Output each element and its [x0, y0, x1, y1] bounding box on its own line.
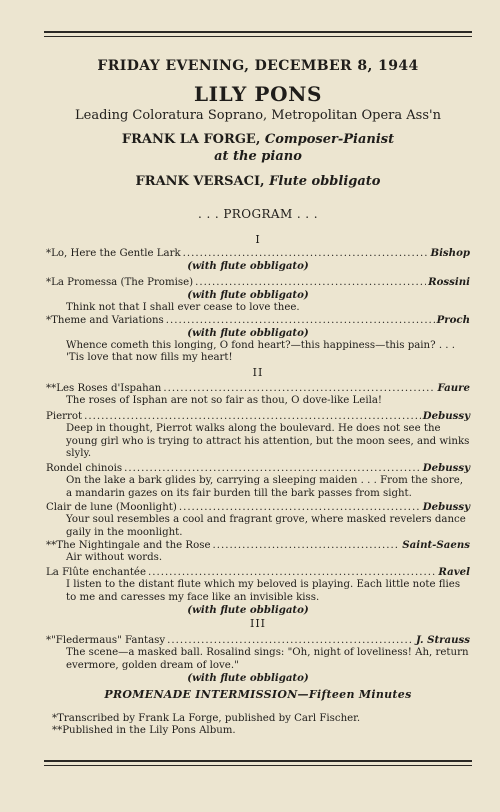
item-composer: Debussy	[422, 501, 470, 513]
item-description: Your soul resembles a cool and fragrant grove, where masked revelers dance gaily in the moonlight.	[66, 514, 466, 538]
item-title: *Lo, Here the Gentle Lark	[46, 248, 181, 259]
leader-dots	[183, 248, 429, 260]
item-composer: Debussy	[422, 410, 470, 422]
artist-name: LILY PONS	[193, 82, 323, 106]
leader-dots	[148, 567, 436, 579]
item-note: (with flute obbligato)	[187, 672, 309, 685]
item-description: Air without words.	[66, 552, 163, 564]
item-title: **Les Roses d'Ispahan	[46, 383, 162, 394]
part-heading-3: III	[249, 617, 267, 630]
program-item	[46, 501, 470, 539]
leader-dots	[179, 502, 421, 514]
item-note: (with flute obbligato)	[187, 260, 309, 273]
concert-date: FRIDAY EVENING, DECEMBER 8, 1944	[97, 58, 419, 74]
item-description: The roses of Isphan are not so fair as thou, O dove-like Leila!	[66, 395, 383, 407]
item-composer: Debussy	[422, 462, 470, 474]
item-description: Deep in thought, Pierrot walks along the boulevard. He does not see the young girl who is trying to attract his attention, but the moon sees, and winks slyly.	[66, 423, 470, 460]
pianist-line	[44, 132, 472, 147]
item-title: Pierrot	[46, 411, 83, 422]
item-description: On the lake a bark glides by, carrying a sleeping maiden . . . From the shore, a mandarin gazes on its fair burden till the bark passes from sight.	[66, 475, 464, 499]
top-rule-thin	[44, 36, 472, 37]
item-note: (with flute obbligato)	[187, 289, 309, 302]
program-item	[46, 566, 470, 617]
part-heading-2: II	[252, 366, 264, 379]
item-composer: Faure	[437, 382, 470, 394]
footnote-2: **Published in the Lily Pons Album.	[52, 725, 236, 736]
item-title: La Flûte enchantée	[46, 567, 146, 578]
pianist-role: Composer-Pianist	[264, 132, 395, 147]
item-title: *"Fledermaus" Fantasy	[46, 635, 166, 646]
program-item	[46, 276, 470, 314]
leader-dots	[212, 540, 400, 552]
program-item	[46, 382, 470, 408]
flutist-role: Flute obbligato	[269, 174, 381, 189]
leader-dots	[166, 315, 435, 327]
item-composer: Bishop	[430, 247, 470, 259]
leader-dots	[195, 277, 426, 289]
bottom-rule-thin	[44, 765, 472, 766]
flutist-name: FRANK VERSACI,	[135, 174, 265, 189]
item-note: (with flute obbligato)	[187, 604, 309, 617]
item-title: Clair de lune (Moonlight)	[46, 502, 177, 513]
artist-description: Leading Coloratura Soprano, Metropolitan Opera Ass'n	[75, 108, 441, 123]
flutist-line	[44, 174, 472, 189]
item-description: I listen to the distant flute which my beloved is playing. Each little note flies to me and caresses my face like an invisible kiss.	[66, 579, 461, 603]
program-item	[46, 539, 470, 565]
item-composer: Ravel	[438, 566, 470, 578]
item-note: (with flute obbligato)	[187, 327, 309, 340]
item-title: *La Promessa (The Promise)	[46, 277, 194, 288]
program-heading: . . . PROGRAM . . .	[198, 207, 318, 221]
item-description: Whence cometh this longing, O fond heart?—this happiness—this pain? . . . 'Tis love that now fills my heart!	[66, 339, 456, 364]
item-composer: Saint-Saens	[402, 539, 470, 551]
program-item	[46, 247, 470, 273]
program-item	[46, 634, 470, 685]
intermission-note: PROMENADE INTERMISSION—Fifteen Minutes	[104, 688, 412, 701]
program-item	[46, 410, 470, 461]
leader-dots	[124, 463, 421, 475]
pianist-role-line2: at the piano	[214, 149, 302, 164]
item-title: **The Nightingale and the Rose	[46, 540, 211, 551]
pianist-name: FRANK LA FORGE,	[121, 132, 261, 147]
item-composer: Rossini	[428, 276, 470, 288]
part-heading-1: I	[255, 233, 261, 246]
leader-dots	[167, 635, 414, 647]
footnote-1: *Transcribed by Frank La Forge, published by Carl Fischer.	[52, 713, 361, 724]
item-description: The scene—a masked ball. Rosalind sings: "Oh, night of loveliness! Ah, return evermore, golden dream of love."	[66, 647, 469, 671]
program-item	[46, 462, 470, 500]
item-composer: Proch	[436, 314, 470, 326]
item-title: *Theme and Variations	[46, 315, 164, 326]
leader-dots	[163, 383, 435, 395]
program-item	[46, 314, 470, 365]
item-composer: J. Strauss	[415, 634, 470, 646]
item-description: Think not that I shall ever cease to love thee.	[66, 301, 300, 313]
leader-dots	[84, 411, 421, 423]
top-rule-thick	[44, 31, 472, 33]
item-title: Rondel chinois	[46, 463, 123, 474]
bottom-rule-thick	[44, 760, 472, 762]
